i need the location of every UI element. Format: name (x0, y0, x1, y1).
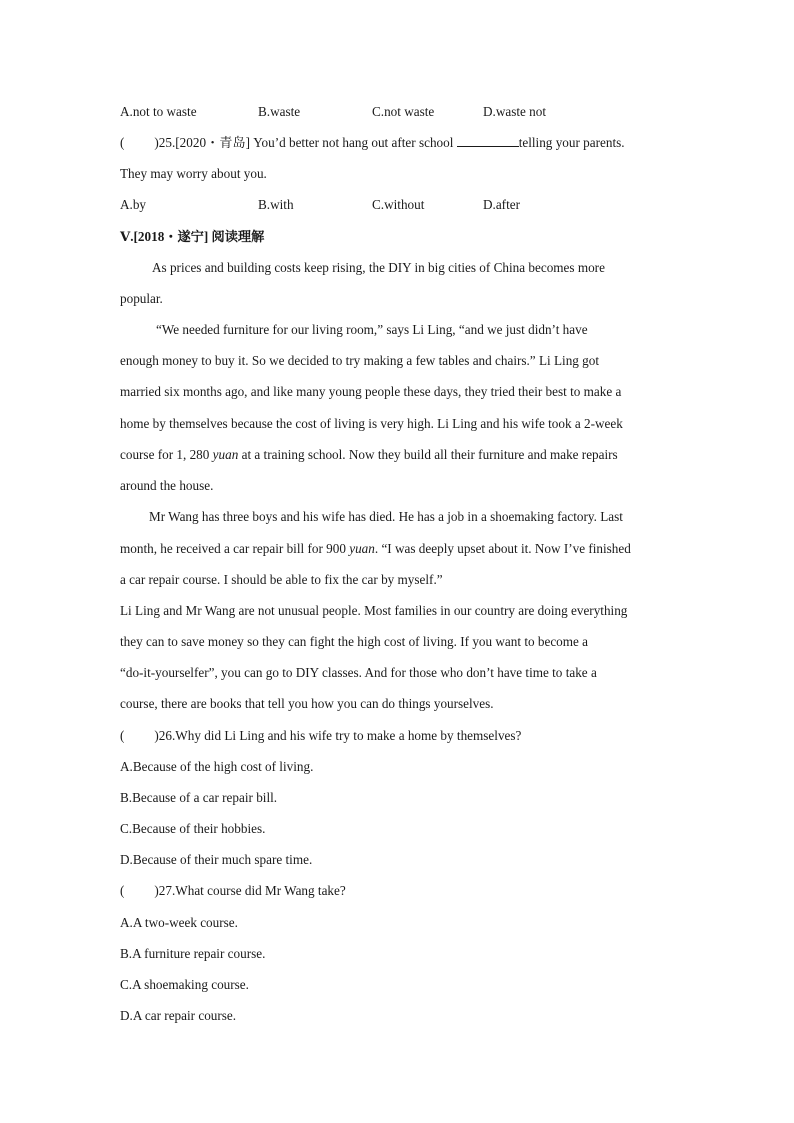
passage-text-italic: yuan (212, 447, 239, 462)
q27-question (120, 882, 346, 900)
q24-options (120, 103, 674, 121)
passage-p2-line2: enough money to buy it. So we decided to try making a few tables and chairs.” Li Ling got (120, 353, 600, 368)
passage-p2-line1: “We needed furniture for our living room,” says Li Ling, “and we just didn’t have (156, 322, 588, 337)
passage-p2-line4: home by themselves because the cost of living is very high. Li Ling and his wife took a 2-week (120, 416, 623, 431)
passage-text: month, he received a car repair bill for 900 (120, 541, 350, 556)
section-heading: Ⅴ.[2018・遂宁] 阅读理解 (120, 229, 265, 244)
q24-option-a: A.not to waste (120, 104, 197, 119)
q27-option-c: C.A shoemaking course. (120, 977, 249, 992)
q26-option-d: D.Because of their much spare time. (120, 852, 313, 867)
answer-paren: ( (120, 728, 125, 743)
q24-option-b: B.waste (258, 104, 301, 119)
q26-option-b: B.Because of a car repair bill. (120, 790, 278, 805)
passage-p1-line2: popular. (120, 291, 163, 306)
answer-paren: ( (120, 883, 125, 898)
passage-p4-line4: course, there are books that tell you how you can do things yourselves. (120, 696, 494, 711)
passage-text-italic: yuan (349, 541, 375, 556)
passage-p4-line1: Li Ling and Mr Wang are not unusual people. Most families in our country are doing everything (120, 603, 628, 618)
q25-option-c: C.without (372, 197, 425, 212)
passage-p4-line3: “do-it-yourselfer”, you can go to DIY classes. And for those who don’t have time to take a (120, 665, 597, 680)
q25-stem-end: telling your parents. (518, 135, 625, 150)
q27-option-a: A.A two-week course. (120, 915, 238, 930)
q24-option-d: D.waste not (483, 104, 546, 119)
passage-text: . “I was deeply upset about it. Now I’ve finished (374, 541, 631, 556)
q24-option-c: C.not waste (372, 104, 435, 119)
q25-option-b: B.with (258, 197, 294, 212)
q25-option-a: A.by (120, 197, 147, 212)
q27-option-b: B.A furniture repair course. (120, 946, 266, 961)
passage-text: at a training school. Now they build all their furniture and make repairs (238, 447, 618, 462)
q25-option-d: D.after (483, 197, 520, 212)
q25-question (120, 134, 625, 152)
passage-p3-line3: a car repair course. I should be able to fix the car by myself.” (120, 572, 443, 587)
q27-stem: )27.What course did Mr Wang take? (154, 883, 346, 898)
passage-p2-line3: married six months ago, and like many young people these days, they tried their best to make a (120, 384, 622, 399)
q26-option-c: C.Because of their hobbies. (120, 821, 266, 836)
passage-p4-line2: they can to save money so they can fight the high cost of living. If you want to become a (120, 634, 589, 649)
answer-blank (457, 134, 519, 147)
q26-question (120, 727, 521, 745)
q26-option-a: A.Because of the high cost of living. (120, 759, 314, 774)
q26-stem: )26.Why did Li Ling and his wife try to make a home by themselves? (154, 728, 522, 743)
q25-stem: )25.[2020・青岛] You’d better not hang out after school (154, 135, 457, 150)
q27-option-d: D.A car repair course. (120, 1008, 237, 1023)
answer-paren: ( (120, 135, 125, 150)
passage-p1-line1: As prices and building costs keep rising, the DIY in big cities of China becomes more (152, 260, 605, 275)
q25-stem-line2: They may worry about you. (120, 166, 267, 181)
q25-options (120, 196, 674, 214)
passage-text: course for 1, 280 (120, 447, 213, 462)
passage-p2-line5 (120, 446, 618, 464)
passage-p3-line2 (120, 540, 631, 558)
passage-p3-line1: Mr Wang has three boys and his wife has died. He has a job in a shoemaking factory. Last (149, 509, 623, 524)
passage-p2-line6: around the house. (120, 478, 214, 493)
